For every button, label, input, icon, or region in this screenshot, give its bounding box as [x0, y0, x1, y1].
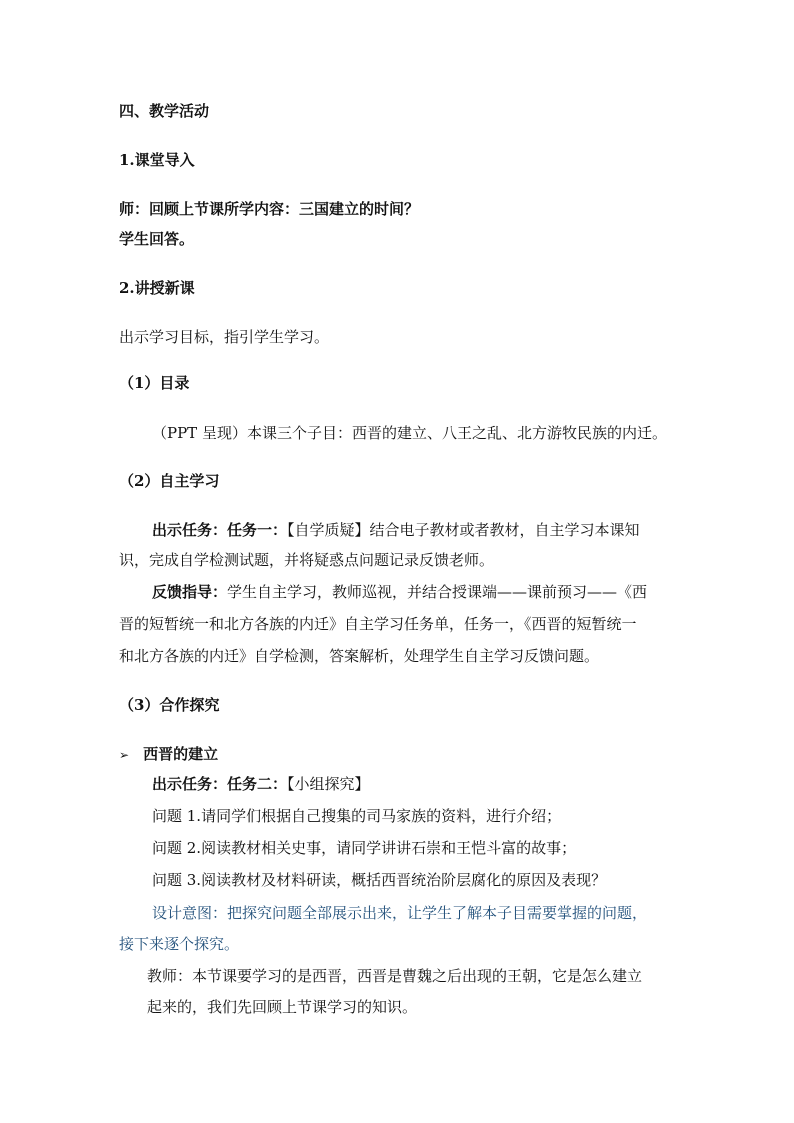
teacher-line-2: 起来的，我们先回顾上节课学习的知识。 — [147, 998, 418, 1016]
design-intent-line-2: 接下来逐个探究。 — [119, 935, 240, 953]
subheading-class-intro: 1.课堂导入 — [119, 151, 195, 169]
item-heading-self-study: （2）自主学习 — [119, 472, 220, 490]
contents-text: （PPT 呈现）本课三个子目：西晋的建立、八王之乱、北方游牧民族的内迁。 — [152, 424, 667, 442]
subheading-new-lesson: 2.讲授新课 — [119, 279, 195, 297]
student-answer: 学生回答。 — [119, 230, 195, 248]
item-heading-cooperative: （3）合作探究 — [119, 696, 220, 714]
teacher-question: 师：回顾上节课所学内容：三国建立的时间？ — [119, 200, 420, 218]
arrow-bullet-icon: ➢ — [119, 748, 130, 762]
task1-line-2: 识，完成自学检测试题，并将疑惑点问题记录反馈老师。 — [119, 551, 495, 569]
task2-line — [152, 774, 370, 794]
task1-line-1 — [152, 520, 640, 540]
design-intent-line-1: 设计意图：把探究问题全部展示出来，让学生了解本子目需要掌握的问题， — [152, 904, 648, 922]
task1-text-1: 【自学质疑】结合电子教材或者教材，自主学习本课知 — [287, 521, 640, 539]
question-1: 问题 1.请同学们根据自己搜集的司马家族的资料，进行介绍； — [152, 807, 562, 825]
bullet-heading-text: 西晋的建立 — [143, 745, 219, 763]
section-heading: 四、教学活动 — [119, 102, 210, 120]
teacher-line-1: 教师：本节课要学习的是西晋，西晋是曹魏之后出现的王朝，它是怎么建立 — [147, 967, 643, 985]
feedback-line-1 — [152, 582, 647, 602]
learning-goal-text: 出示学习目标，指引学生学习。 — [119, 328, 330, 346]
task2-text: 【小组探究】 — [287, 775, 370, 793]
feedback-line-2: 晋的短暂统一和北方各族的内迁》自主学习任务单，任务一，《西晋的短暂统一 — [119, 615, 637, 633]
item-heading-contents: （1）目录 — [119, 374, 190, 392]
feedback-label: 反馈指导： — [152, 583, 228, 601]
feedback-line-3: 和北方各族的内迁》自学检测，答案解析，处理学生自主学习反馈问题。 — [119, 647, 600, 665]
task1-label: 出示任务：任务一： — [152, 521, 288, 539]
question-3: 问题 3.阅读教材及材料研读，概括西晋统治阶层腐化的原因及表现？ — [152, 871, 607, 889]
question-2: 问题 2.阅读教材相关史事，请同学讲讲石崇和王恺斗富的故事； — [152, 839, 577, 857]
bullet-western-jin — [119, 744, 218, 765]
task2-label: 出示任务：任务二： — [152, 775, 288, 793]
feedback-text-1: 学生自主学习，教师巡视，并结合授课端——课前预习——《西 — [227, 583, 648, 601]
